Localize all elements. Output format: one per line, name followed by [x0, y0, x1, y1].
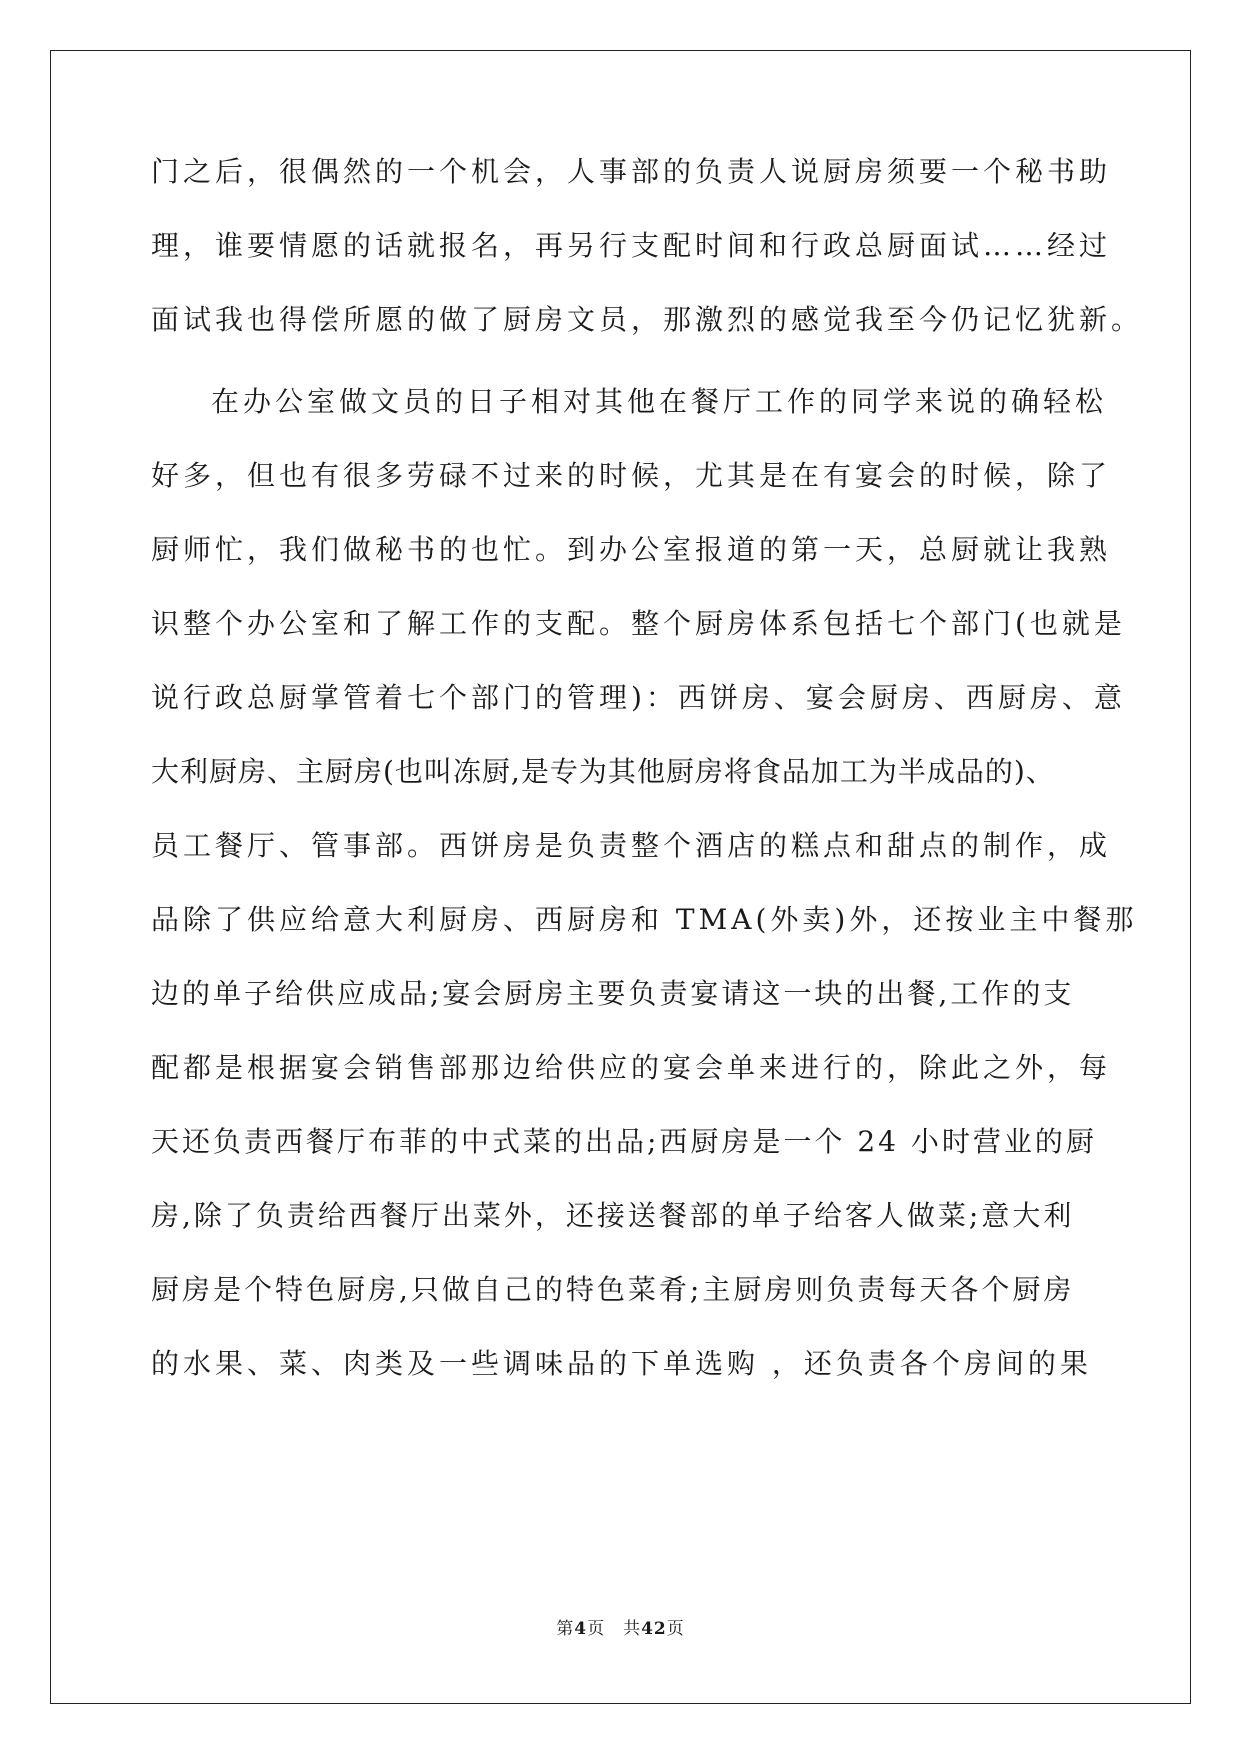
page-border [50, 50, 1191, 1704]
text-line: 边的单子给供应成品;宴会厨房主要负责宴请这一块的出餐,工作的支 [151, 977, 1075, 1010]
text-line: 厨房是个特色厨房,只做自己的特色菜肴;主厨房则负责每天各个厨房 [151, 1273, 1075, 1306]
paragraph-first-line: 在办公室做文员的日子相对其他在餐厅工作的同学来说的确轻松 [211, 385, 1108, 418]
total-pages-prefix: 共 [623, 1619, 642, 1639]
text-line: 的水果、菜、肉类及一些调味品的下单选购 ，还负责各个房间的果 [151, 1347, 1092, 1380]
text-line: 房,除了负责给西餐厅出菜外，还接送餐部的单子给客人做菜;意大利 [151, 1199, 1075, 1232]
page-number-prefix: 第 [556, 1619, 575, 1639]
text-line: 天还负责西餐厅布菲的中式菜的出品;西厨房是一个 24 小时营业的厨 [151, 1125, 1097, 1158]
text-line: 识整个办公室和了解工作的支配。整个厨房体系包括七个部门(也就是 [151, 607, 1126, 640]
text-line: 门之后，很偶然的一个机会，人事部的负责人说厨房须要一个秘书助 [151, 155, 1112, 188]
page-number-suffix: 页 [587, 1619, 606, 1639]
text-line: 品除了供应给意大利厨房、西厨房和 TMA(外卖)外，还按业主中餐那 [151, 903, 1138, 936]
text-line: 大利厨房、主厨房(也叫冻厨,是专为其他厨房将食品加工为半成品的)、 [151, 755, 1055, 788]
text-line: 好多，但也有很多劳碌不过来的时候，尤其是在有宴会的时候，除了 [151, 459, 1112, 492]
total-page-count: 42 [641, 1619, 667, 1639]
text-line: 说行政总厨掌管着七个部门的管理)：西饼房、宴会厨房、西厨房、意 [151, 681, 1126, 714]
text-line: 厨师忙，我们做秘书的也忙。到办公室报道的第一天，总厨就让我熟 [151, 533, 1112, 566]
text-line: 面试我也得偿所愿的做了厨房文员，那激烈的感觉我至今仍记忆犹新。 [151, 303, 1144, 336]
total-pages-suffix: 页 [666, 1619, 685, 1639]
page-footer [0, 1618, 1241, 1640]
text-line: 理，谁要情愿的话就报名，再另行支配时间和行政总厨面试……经过 [151, 229, 1112, 262]
text-line: 配都是根据宴会销售部那边给供应的宴会单来进行的，除此之外，每 [151, 1051, 1112, 1084]
text-line: 员工餐厅、管事部。西饼房是负责整个酒店的糕点和甜点的制作，成 [151, 829, 1112, 862]
current-page-number: 4 [574, 1619, 588, 1639]
